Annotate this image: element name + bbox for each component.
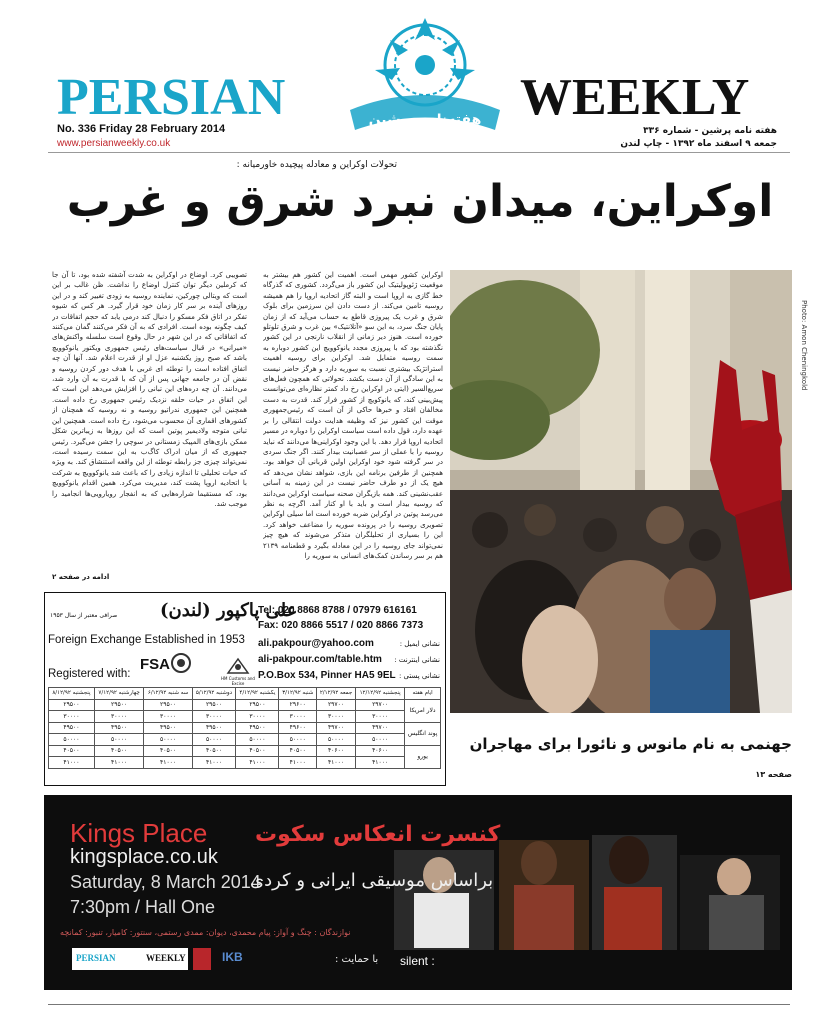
day-header: پنجشنبه ۱۲/۱۲/۹۲ [356,688,405,700]
label-post: نشانی پستی : [398,672,440,680]
day-header: ایام هفته [405,688,441,700]
lead-photo-illustration [450,270,792,713]
footer-divider [48,1004,790,1005]
lead-photo[interactable] [450,270,792,713]
rate-cell: ۴۰۶۰۰ [317,745,356,757]
rate-cell: ۴۰۵۰۰ [94,745,144,757]
table-row [49,699,441,711]
lead-body-column-2: تصویبی کرد. اوضاع در اوکراین به شدت آشفته شده بود، تا آن جا که کرملین دیگر توان کنترل اوضاع را نداشت. ظن غالب بر این است که ویتالی چورکین، نماینده روسیه به زودی تغییر کند و در این روزهای آینده بر سر کار زمان خود قرار گیرد. هر کس که شیوه تفکر در اتاق فکر مسکو را دنبال کند درمی یابد که حجم اتفاقات در کیف چگونه بوده است. افرادی که به آن فکر می‌کنند گمان می‌کنند که اتفاقاتی که در این شهر در حال وقوع است سلسله واکنش‌های «میرانی» در قبال سیاست‌های رئیس جمهوری ویکتور یانوکوویچ باشد که صبح روز یکشنبه عزل او از قدرت اعلام شد. آنها آن چه اتفاق افتاده است را توطئه ای غربی با هدف دور کردن روسیه و نقض آن در جامعه جهانی پس از آن که با قدرت به آن وارد شد، می‌دانند. آن چه دره‌های این تبانی را افزایش می‌دهد این است که این اتفاق در حیات حلقه نزدیک رئیس جمهوری رخ داده است. همچنین این جمهوری ندراتیو روسیه و نه روسیه که همچنان از کشورهای اقماری آن محسوب می‌شود، رخ داده است. همچنین این تبانی متوجه ولادیمیر پوتین است که این روزها به زیباترین شکل ممکن بازی‌های المپیک زمستانی در سوچی را جشن می‌گیرد. رئیس جمهوری که از میان ادراک کاگ‌ب به این سمت رسیده است، نمی‌تواند چیزی جز رابطه توطئه از این واقعه استنشاق کند. به ویژه که حیات تحلیلی تا اندازه زیادی را که باعث شد یانوکوویچ به شرکت با اتحادیه اروپا پشت کند، مدیریت می‌کرد. همین اقدام یانوکوویچ بود، که مستقیما شراره‌هایی که به انفجار رویارویی‌ها انجامید را موجب شد. [52,271,247,508]
continued-link[interactable]: ادامه در صفحه ۲ [52,573,110,581]
rate-cell: ۲۹۷۰۰ [317,699,356,711]
rate-cell: ۴۹۷۰۰ [317,722,356,734]
rate-cell: ۴۰۵۰۰ [236,745,279,757]
rate-cell: ۳۰۰۰۰ [94,711,144,723]
day-header: دوشنبه ۵/۱۲/۹۲ [192,688,235,700]
issue-number-en: No. 336 Friday 28 February 2014 [57,123,226,135]
exchange-ad-name: علی پاکپور (لندن) [160,600,298,621]
rate-cell: ۲۹۵۰۰ [236,699,279,711]
exchange-ad-since: صرافی معتبر از سال ۱۹۵۳ [50,612,118,619]
label-email: نشانی ایمیل : [399,640,440,648]
rate-cell: ۴۱۰۰۰ [356,757,405,769]
rate-cell: ۴۱۰۰۰ [236,757,279,769]
sponsor-logo-persian: PERSIAN [76,953,116,963]
lead-headline[interactable]: اوکراین، میدان نبرد شرق و غرب [66,176,774,227]
rate-cell: ۲۹۵۰۰ [192,699,235,711]
issue-number-fa: هفته نامه پرشین - شماره ۳۳۶ [643,126,777,136]
lead-body-column-1: اوکراین کشور مهمی است. اهمیت این کشور هم بیشتر به موقعیت ژئوپولیتیک این کشور باز می‌گردد. کشوری که گذرگاه خط گازی به اروپا است و البته گاز اتحادیه اروپا را هم همیشه روسیه تامین می‌کند. از دست دادن این سرزمین برای بلوک شرق و غرب یک پیروزی قاطع به حساب می‌آید که از زمان پایان جنگ سرد، به این سو «آتلانتیک» بین غرب و شرق تلوتلو خورده است. هنوز دیر زمانی از انقلاب نارنجی در این کشور نگذشته بود که با پیروزی مجدد یانوکوویچ این کشور دوباره به سمت روسیه متمایل شد. اوکراین برای روسیه اهمیت استراتژیک بیشتری نسبت به سوریه دارد و هرگز حاضر نیست به این سادگی از آن دست بکشد. تحولاتی که همچون فعل‌های سریع‌السیر (ایتی در اوکراین رخ داد کمتر نظاره‌ای می‌توانست پیش‌بینی کند، که یانوکویچ از کشور فرار کند. قدرت به دست مخالفان افتاد و خبرها حاکی از آن است که رئیس‌جمهوری موقت این کشور نیز که وظیفه هدایت دولت انتقالی را بر عهده دارد، قول داده است سیاست اوکراین را دوباره در مسیر اتحادیه اروپا قرار دهد. با این وجود اوکراینی‌ها می‌دانند که نباید روسیه را با عملی از سر عصبانیت بیدار کنند. اگر جنگ سردی در سر گرفته شود خود اوکراین اولین قربانی آن خواهد بود. همچنین از طرفین برنامه این بازی، شواهد نشان می‌دهد که هیچ یک از دو طرف حاضر نیست در این زمینه به آسانی عقب‌نشینی کند. همه بازیگران صحنه سیاست اوکراین می‌دانند که روسیه بیدار است و باید با او کنار آمد. اگرچه به نظر می‌رسد پوتین در اوکراین ضربه خورده است اما سیلی اوکراین تصویری روسیه را در پرونده سوریه را مضاعف خواهد کرد. این را بسیاری از تحلیلگران متذکر می‌شوند که هیچ چیز نمی‌تواند جای روسیه را در این معادله بگیرد و قطعنامه ۲۱۳۹ هم بر سر رساندن کمک‌های انسانی به سوریه را [263,271,443,560]
rate-cell: ۴۱۰۰۰ [192,757,235,769]
fsa-swirl-icon [168,652,194,674]
rate-cell: ۵۰۰۰۰ [279,734,317,746]
rate-cell: ۳۰۰۰۰ [317,711,356,723]
rate-cell: ۴۹۵۰۰ [192,722,235,734]
rate-cell: ۴۹۵۰۰ [144,722,192,734]
rate-cell: ۴۰۶۰۰ [356,745,405,757]
rate-cell: ۲۹۶۰۰ [279,699,317,711]
page-reference[interactable]: صفحه ۱۳ [755,770,792,779]
ikb-logo: IKB [222,950,243,964]
rate-cell: ۴۹۵۰۰ [49,722,95,734]
rate-cell: ۵۰۰۰۰ [192,734,235,746]
rate-cell: ۴۹۶۰۰ [279,722,317,734]
concert-sponsor: silent : [400,954,435,968]
rate-cell: ۵۰۰۰۰ [317,734,356,746]
table-row [49,757,441,769]
day-header: سه شنبه ۶/۱۲/۹۲ [144,688,192,700]
fsa-logo: FSA [140,656,170,673]
rate-cell: ۳۰۰۰۰ [279,711,317,723]
rate-cell: ۲۹۷۰۰ [356,699,405,711]
exchange-ad-established: Foreign Exchange Established in 1953 [48,634,245,646]
rate-cell: ۴۱۰۰۰ [49,757,95,769]
rate-cell: ۳۰۰۰۰ [49,711,95,723]
table-row [49,745,441,757]
masthead-weekly: WEEKLY [520,69,750,126]
rate-cell: ۵۰۰۰۰ [144,734,192,746]
concert-venue: Kings Place [70,818,208,848]
photo-credit: Photo: Amon Cheningkold [800,300,808,391]
day-header: پنجشنبه ۸/۱۲/۹۲ [49,688,95,700]
masthead-logo-emblem [330,10,520,140]
rate-cell: ۴۹۵۰۰ [94,722,144,734]
rate-cell: ۴۹۷۰۰ [356,722,405,734]
rate-cell: ۴۱۰۰۰ [144,757,192,769]
rate-cell: ۵۰۰۰۰ [356,734,405,746]
photo-caption-headline[interactable]: جهنمی به نام مانوس و نائورا برای مهاجران [469,735,792,753]
rate-cell: ۵۰۰۰۰ [94,734,144,746]
currency-label: یورو [405,745,441,768]
rate-cell: ۴۰۵۰۰ [279,745,317,757]
lead-kicker: تحولات اوکراین و معادله پیچیده خاورمیانه : [236,160,397,170]
website-link[interactable]: www.persianweekly.co.uk [57,138,171,149]
concert-artists: نوازندگان : چنگ و آواز: پیام محمدی، دیوان: ممدی رستمی، سنتور: کامیار، تنبور: کمانچه [60,928,351,937]
exchange-ad-tel[interactable]: Tel: 020 8868 8788 / 07979 616161 [258,605,417,616]
table-header-row [49,688,441,700]
rate-cell: ۲۹۵۰۰ [94,699,144,711]
issue-date-fa: جمعه ۹ اسفند ماه ۱۳۹۲ - چاپ لندن [620,139,777,149]
rate-cell: ۴۱۰۰۰ [94,757,144,769]
exchange-ad-registered: Registered with: [48,668,131,680]
rate-cell: ۴۰۵۰۰ [192,745,235,757]
exchange-ad-email[interactable]: ali.pakpour@yahoo.com [258,638,374,649]
rate-cell: ۳۰۰۰۰ [192,711,235,723]
rate-cell: ۴۰۵۰۰ [49,745,95,757]
exchange-rate-table [48,687,441,769]
day-header: یکشنبه ۴/۱۲/۹۲ [236,688,279,700]
day-header: جمعه ۲/۱۲/۹۲ [317,688,356,700]
rate-cell: ۴۱۰۰۰ [279,757,317,769]
exchange-ad-fax: Fax: 020 8866 5517 / 020 8866 7373 [258,620,424,631]
rate-cell: ۳۰۰۰۰ [144,711,192,723]
red-sponsor-logo-icon [193,948,211,970]
masthead-divider [48,152,790,153]
rate-cell: ۵۰۰۰۰ [49,734,95,746]
day-header: شنبه ۳/۱۲/۹۲ [279,688,317,700]
currency-label: دلار امریکا [405,699,441,722]
rate-cell: ۴۱۰۰۰ [317,757,356,769]
sponsor-logo-weekly: WEEKLY [146,953,186,963]
rate-cell: ۲۹۵۰۰ [144,699,192,711]
exchange-ad-post: P.O.Box 534, Pinner HA5 9EL [258,670,396,681]
concert-sponsor-fa: با حمایت : [335,954,379,965]
masthead-logo-text: هفته‌نامه پرشین [368,112,482,128]
concert-time: 7:30pm / Hall One [70,897,216,917]
rate-cell: ۴۹۵۰۰ [236,722,279,734]
concert-title-fa: کنسرت انعکاس سکوت [255,822,501,847]
rate-cell: ۵۰۰۰۰ [236,734,279,746]
hmrc-label: HM Customs and Excise [221,676,255,686]
hmrc-crest-icon [218,657,258,687]
concert-subtitle-fa: براساس موسیقی ایرانی و کردی [250,870,494,891]
table-row [49,722,441,734]
rate-cell: ۴۰۵۰۰ [144,745,192,757]
day-header: چهارشنبه ۷/۱۲/۹۲ [94,688,144,700]
table-row [49,711,441,723]
rate-cell: ۲۹۵۰۰ [49,699,95,711]
concert-url[interactable]: kingsplace.co.uk [70,846,218,868]
masthead-persian: PERSIAN [57,69,286,126]
concert-date: Saturday, 8 March 2014 [70,872,261,892]
table-row [49,734,441,746]
label-web: نشانی اینترنت : [394,656,440,664]
currency-label: پوند انگلیس [405,722,441,745]
exchange-ad-web[interactable]: ali-pakpour.com/table.htm [258,654,382,665]
rate-cell: ۳۰۰۰۰ [236,711,279,723]
rate-rows [49,699,441,768]
rate-cell: ۳۰۰۰۰ [356,711,405,723]
